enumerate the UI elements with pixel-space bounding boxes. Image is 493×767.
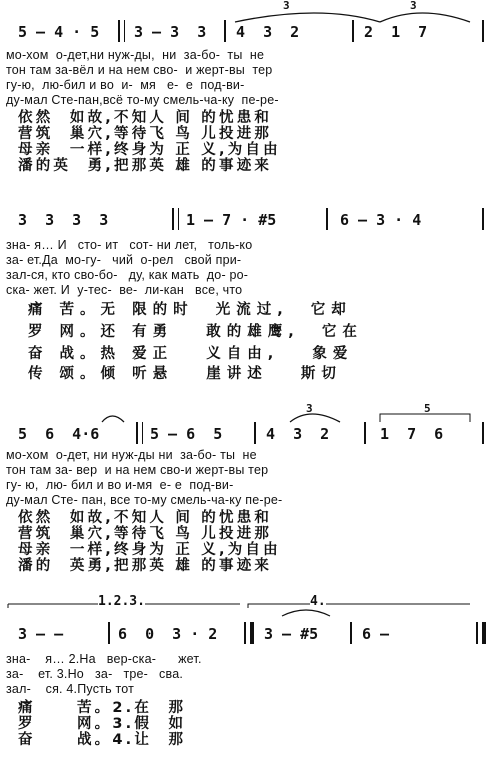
cn-lyric-line: 潘的英 勇,把那英 雄 的事迹来: [18, 158, 273, 174]
cn-lyric-line: 依然 如故,不知人 间 的忧患和: [18, 110, 273, 126]
ru-lyric-line: зал- ся. 4.Пусть тот: [6, 682, 135, 696]
ru-lyric-line: зна- я… 2.На вер-ска- жет.: [6, 652, 202, 666]
cn-lyric-line: 痛 苦。2.在 那: [18, 700, 187, 716]
tuplet-mark: 3: [283, 0, 290, 12]
measure-notes: 3 — #5: [264, 625, 319, 643]
note-row: [0, 422, 493, 444]
tuplet-mark: 5: [424, 402, 431, 415]
cn-lyric-line: 潘的 英勇,把那英 雄 的事迹来: [18, 558, 273, 574]
measure-notes: 2 1 7: [364, 23, 428, 41]
note-row: [0, 622, 493, 644]
ru-lyric-line: за- ет.Да мо-гу- чий о-рел свой при-: [6, 253, 242, 267]
cn-lyric-line: 奋 战。热 爱正 义自由, 象爱: [28, 346, 354, 362]
measure-notes: 5 — 6 5: [150, 425, 223, 443]
tuplet-mark: 3: [306, 402, 313, 415]
measure-notes: 1 — 7 · #5: [186, 211, 277, 229]
cn-lyric-line: 罗 网。3.假 如: [18, 716, 187, 732]
cn-lyric-line: 营筑 巢穴,等待飞 鸟 儿投进那: [18, 526, 273, 542]
cn-lyric-line: 依然 如故,不知人 间 的忧患和: [18, 510, 273, 526]
note-row: [0, 20, 493, 42]
ru-lyric-line: гу-ю, лю-бил и во и- мя е- е под-ви-: [6, 78, 245, 92]
ru-lyric-line: за- ет. 3.Но за- тре- сва.: [6, 667, 184, 681]
ru-lyric-line: ска- жет. И у-тес- ве- ли-кан все, что: [6, 283, 243, 297]
ru-lyric-line: тон там за- вер и на нем сво-и жерт-вы тер: [6, 463, 269, 477]
ru-lyric-line: ду-мал Сте- пан, все то-му смель-ча-ку пе-ре-: [6, 493, 283, 507]
ru-lyric-line: мо-хом о-дет,ни нуж-ды, ни за-бо- ты не: [6, 48, 265, 62]
measure-notes: 5 6 4·6: [18, 425, 100, 443]
measure-notes: 6 — 3 · 4: [340, 211, 422, 229]
ru-lyric-line: зна- я… И сто- ит сот- ни лет, толь-ко: [6, 238, 253, 252]
volta-2-label: 4.: [310, 594, 326, 609]
tuplet-mark: 3: [410, 0, 417, 12]
cn-lyric-line: 母亲 一样,终身为 正 义,为自由: [18, 142, 281, 158]
measure-notes: 4 3 2: [236, 23, 300, 41]
cn-lyric-line: 传 颂。倾 听悬 崖讲述 斯切: [28, 366, 342, 382]
measure-notes: 3 3 3 3: [18, 211, 109, 229]
measure-notes: 6 —: [362, 625, 390, 643]
measure-notes: 3 — 3 3: [134, 23, 207, 41]
cn-lyric-line: 母亲 一样,终身为 正 义,为自由: [18, 542, 281, 558]
cn-lyric-line: 痛 苦。无 限的时 光流过, 它却: [28, 302, 352, 318]
measure-notes: 3 — —: [18, 625, 64, 643]
cn-lyric-line: 奋 战。4.让 那: [18, 732, 187, 748]
ru-lyric-line: мо-хом о-дет, ни нуж-ды ни за-бо- ты не: [6, 448, 257, 462]
measure-notes: 5 — 4 · 5: [18, 23, 100, 41]
cn-lyric-line: 营筑 巢穴,等待飞 鸟 儿投进那: [18, 126, 273, 142]
volta-1-label: 1.2.3.: [98, 594, 145, 609]
measure-notes: 1 7 6: [380, 425, 444, 443]
ru-lyric-line: ду-мал Сте-пан,всё то-му смель-ча-ку пе-ре-: [6, 93, 279, 107]
note-row: [0, 208, 493, 230]
ru-lyric-line: зал-ся, кто сво-бо- ду, как мать до- ро-: [6, 268, 249, 282]
cn-lyric-line: 罗 网。还 有勇 敢的雄鹰, 它在: [28, 324, 363, 340]
ru-lyric-line: гу- ю, лю- бил и во и-мя е- е под-ви-: [6, 478, 234, 492]
measure-notes: 4 3 2: [266, 425, 330, 443]
ru-lyric-line: тон там за-вёл и на нем сво- и жерт-вы тер: [6, 63, 273, 77]
measure-notes: 6 0 3 · 2: [118, 625, 218, 643]
